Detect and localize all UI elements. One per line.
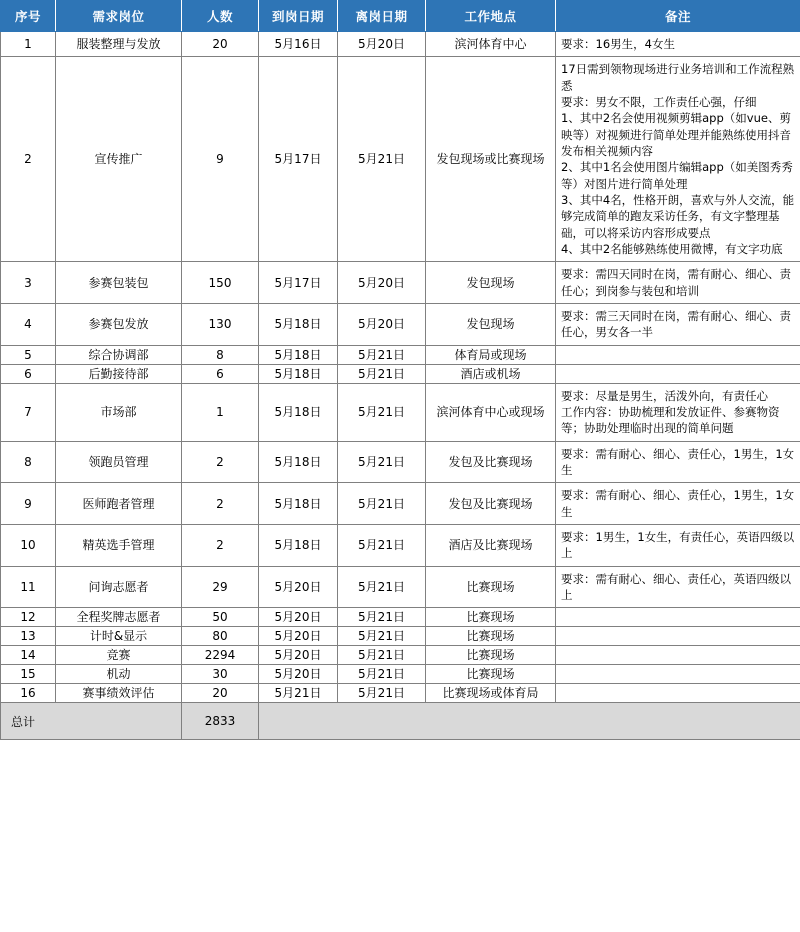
table-body bbox=[1, 32, 800, 703]
cell-work-location: 比赛现场 bbox=[426, 566, 556, 608]
cell-start-date: 5月20日 bbox=[259, 665, 338, 684]
table-row bbox=[1, 483, 800, 525]
cell-headcount: 2294 bbox=[182, 646, 259, 665]
column-header-start-date[interactable]: 到岗日期 bbox=[259, 1, 338, 32]
cell-work-location: 比赛现场 bbox=[426, 665, 556, 684]
table-row bbox=[1, 383, 800, 441]
cell-start-date: 5月20日 bbox=[259, 646, 338, 665]
table-row bbox=[1, 665, 800, 684]
cell-start-date: 5月20日 bbox=[259, 608, 338, 627]
cell-remarks bbox=[556, 627, 800, 646]
cell-post-name: 问询志愿者 bbox=[56, 566, 182, 608]
cell-post-name: 计时&显示 bbox=[56, 627, 182, 646]
cell-end-date: 5月21日 bbox=[338, 684, 426, 703]
cell-sequence-number: 2 bbox=[1, 57, 56, 262]
cell-start-date: 5月16日 bbox=[259, 32, 338, 57]
table-row bbox=[1, 441, 800, 483]
cell-start-date: 5月17日 bbox=[259, 57, 338, 262]
cell-sequence-number: 11 bbox=[1, 566, 56, 608]
table-row bbox=[1, 262, 800, 304]
cell-headcount: 8 bbox=[182, 345, 259, 364]
cell-end-date: 5月21日 bbox=[338, 345, 426, 364]
cell-end-date: 5月21日 bbox=[338, 364, 426, 383]
cell-post-name: 参赛包发放 bbox=[56, 303, 182, 345]
cell-remarks: 要求：尽量是男生，活泼外向，有责任心 工作内容：协助梳理和发放证件、参赛物资等；协助处理临时出现的简单问题 bbox=[556, 383, 800, 441]
cell-work-location: 发包现场 bbox=[426, 262, 556, 304]
cell-sequence-number: 13 bbox=[1, 627, 56, 646]
total-count: 2833 bbox=[182, 703, 259, 740]
total-row bbox=[1, 703, 800, 740]
cell-start-date: 5月20日 bbox=[259, 566, 338, 608]
cell-sequence-number: 12 bbox=[1, 608, 56, 627]
cell-start-date: 5月18日 bbox=[259, 483, 338, 525]
total-label: 总计 bbox=[1, 703, 182, 740]
column-header-post[interactable]: 需求岗位 bbox=[56, 1, 182, 32]
cell-sequence-number: 4 bbox=[1, 303, 56, 345]
cell-end-date: 5月21日 bbox=[338, 566, 426, 608]
cell-sequence-number: 9 bbox=[1, 483, 56, 525]
cell-start-date: 5月18日 bbox=[259, 364, 338, 383]
cell-remarks: 17日需到领物现场进行业务培训和工作流程熟悉 要求：男女不限，工作责任心强，仔细 1、其中2名会使用视频剪辑app（如vue、剪映等）对视频进行简单处理并能熟练使用抖音发布相关视频内容 2、其中1名会使用图片编辑app（如美图秀秀等）对图片进行简单处理 3、其中4名，性格开朗，喜欢与外人交流，能够完成简单的跑友采访任务，有文字整理基础，可以将采访内容形成要点 4、其中2名能够熟练使用微博，有文字功底 bbox=[556, 57, 800, 262]
cell-remarks bbox=[556, 364, 800, 383]
cell-end-date: 5月21日 bbox=[338, 383, 426, 441]
cell-start-date: 5月18日 bbox=[259, 383, 338, 441]
cell-post-name: 全程奖牌志愿者 bbox=[56, 608, 182, 627]
cell-post-name: 领跑员管理 bbox=[56, 441, 182, 483]
column-header-location[interactable]: 工作地点 bbox=[426, 1, 556, 32]
total-blank-cell bbox=[259, 703, 800, 740]
cell-post-name: 宣传推广 bbox=[56, 57, 182, 262]
cell-post-name: 机动 bbox=[56, 665, 182, 684]
cell-remarks: 要求：需有耐心、细心、责任心，英语四级以上 bbox=[556, 566, 800, 608]
cell-remarks bbox=[556, 665, 800, 684]
table-row bbox=[1, 608, 800, 627]
table-row bbox=[1, 303, 800, 345]
cell-sequence-number: 7 bbox=[1, 383, 56, 441]
cell-work-location: 比赛现场 bbox=[426, 646, 556, 665]
cell-sequence-number: 16 bbox=[1, 684, 56, 703]
cell-remarks bbox=[556, 345, 800, 364]
cell-headcount: 80 bbox=[182, 627, 259, 646]
cell-end-date: 5月21日 bbox=[338, 627, 426, 646]
cell-work-location: 比赛现场或体育局 bbox=[426, 684, 556, 703]
cell-end-date: 5月20日 bbox=[338, 303, 426, 345]
table-row bbox=[1, 646, 800, 665]
cell-post-name: 综合协调部 bbox=[56, 345, 182, 364]
table-row bbox=[1, 345, 800, 364]
cell-post-name: 竞赛 bbox=[56, 646, 182, 665]
cell-post-name: 服装整理与发放 bbox=[56, 32, 182, 57]
column-header-end-date[interactable]: 离岗日期 bbox=[338, 1, 426, 32]
cell-headcount: 1 bbox=[182, 383, 259, 441]
cell-end-date: 5月21日 bbox=[338, 524, 426, 566]
cell-headcount: 130 bbox=[182, 303, 259, 345]
cell-start-date: 5月18日 bbox=[259, 524, 338, 566]
cell-work-location: 发包现场 bbox=[426, 303, 556, 345]
cell-sequence-number: 10 bbox=[1, 524, 56, 566]
cell-remarks: 要求：需三天同时在岗，需有耐心、细心、责任心，男女各一半 bbox=[556, 303, 800, 345]
table-row bbox=[1, 57, 800, 262]
cell-remarks: 要求：需有耐心、细心、责任心，1男生，1女生 bbox=[556, 483, 800, 525]
cell-headcount: 20 bbox=[182, 32, 259, 57]
cell-sequence-number: 6 bbox=[1, 364, 56, 383]
cell-post-name: 医师跑者管理 bbox=[56, 483, 182, 525]
table-row bbox=[1, 364, 800, 383]
cell-headcount: 2 bbox=[182, 441, 259, 483]
cell-remarks: 要求：需有耐心、细心、责任心，1男生，1女生 bbox=[556, 441, 800, 483]
cell-post-name: 赛事绩效评估 bbox=[56, 684, 182, 703]
cell-end-date: 5月21日 bbox=[338, 646, 426, 665]
cell-sequence-number: 1 bbox=[1, 32, 56, 57]
cell-work-location: 比赛现场 bbox=[426, 627, 556, 646]
cell-headcount: 150 bbox=[182, 262, 259, 304]
cell-remarks bbox=[556, 646, 800, 665]
cell-sequence-number: 8 bbox=[1, 441, 56, 483]
column-header-seq[interactable]: 序号 bbox=[1, 1, 56, 32]
cell-headcount: 50 bbox=[182, 608, 259, 627]
cell-remarks: 要求：需四天同时在岗，需有耐心、细心、责任心；到岗参与装包和培训 bbox=[556, 262, 800, 304]
table-footer bbox=[1, 703, 800, 740]
cell-work-location: 酒店或机场 bbox=[426, 364, 556, 383]
cell-end-date: 5月21日 bbox=[338, 441, 426, 483]
cell-work-location: 发包及比赛现场 bbox=[426, 483, 556, 525]
cell-work-location: 酒店及比赛现场 bbox=[426, 524, 556, 566]
cell-sequence-number: 15 bbox=[1, 665, 56, 684]
cell-start-date: 5月18日 bbox=[259, 441, 338, 483]
table-row bbox=[1, 684, 800, 703]
cell-sequence-number: 3 bbox=[1, 262, 56, 304]
cell-end-date: 5月21日 bbox=[338, 608, 426, 627]
cell-headcount: 20 bbox=[182, 684, 259, 703]
cell-post-name: 后勤接待部 bbox=[56, 364, 182, 383]
column-header-remarks[interactable]: 备注 bbox=[556, 1, 800, 32]
header-row bbox=[1, 1, 800, 32]
table-header bbox=[1, 1, 800, 32]
cell-post-name: 市场部 bbox=[56, 383, 182, 441]
cell-work-location: 发包现场或比赛现场 bbox=[426, 57, 556, 262]
cell-work-location: 发包及比赛现场 bbox=[426, 441, 556, 483]
cell-sequence-number: 14 bbox=[1, 646, 56, 665]
cell-work-location: 滨河体育中心 bbox=[426, 32, 556, 57]
cell-work-location: 体育局或现场 bbox=[426, 345, 556, 364]
cell-remarks bbox=[556, 608, 800, 627]
cell-start-date: 5月18日 bbox=[259, 345, 338, 364]
cell-headcount: 2 bbox=[182, 524, 259, 566]
cell-work-location: 滨河体育中心或现场 bbox=[426, 383, 556, 441]
cell-sequence-number: 5 bbox=[1, 345, 56, 364]
cell-headcount: 30 bbox=[182, 665, 259, 684]
cell-headcount: 9 bbox=[182, 57, 259, 262]
cell-headcount: 6 bbox=[182, 364, 259, 383]
table-row bbox=[1, 32, 800, 57]
cell-headcount: 2 bbox=[182, 483, 259, 525]
cell-remarks bbox=[556, 684, 800, 703]
cell-headcount: 29 bbox=[182, 566, 259, 608]
column-header-count[interactable]: 人数 bbox=[182, 1, 259, 32]
cell-work-location: 比赛现场 bbox=[426, 608, 556, 627]
cell-remarks: 要求：1男生，1女生，有责任心，英语四级以上 bbox=[556, 524, 800, 566]
cell-start-date: 5月20日 bbox=[259, 627, 338, 646]
cell-start-date: 5月21日 bbox=[259, 684, 338, 703]
cell-end-date: 5月21日 bbox=[338, 665, 426, 684]
table-row bbox=[1, 627, 800, 646]
table-row bbox=[1, 566, 800, 608]
table-row bbox=[1, 524, 800, 566]
cell-end-date: 5月20日 bbox=[338, 262, 426, 304]
cell-post-name: 精英选手管理 bbox=[56, 524, 182, 566]
cell-end-date: 5月20日 bbox=[338, 32, 426, 57]
cell-start-date: 5月17日 bbox=[259, 262, 338, 304]
cell-start-date: 5月18日 bbox=[259, 303, 338, 345]
cell-post-name: 参赛包装包 bbox=[56, 262, 182, 304]
cell-end-date: 5月21日 bbox=[338, 57, 426, 262]
cell-remarks: 要求：16男生，4女生 bbox=[556, 32, 800, 57]
cell-end-date: 5月21日 bbox=[338, 483, 426, 525]
